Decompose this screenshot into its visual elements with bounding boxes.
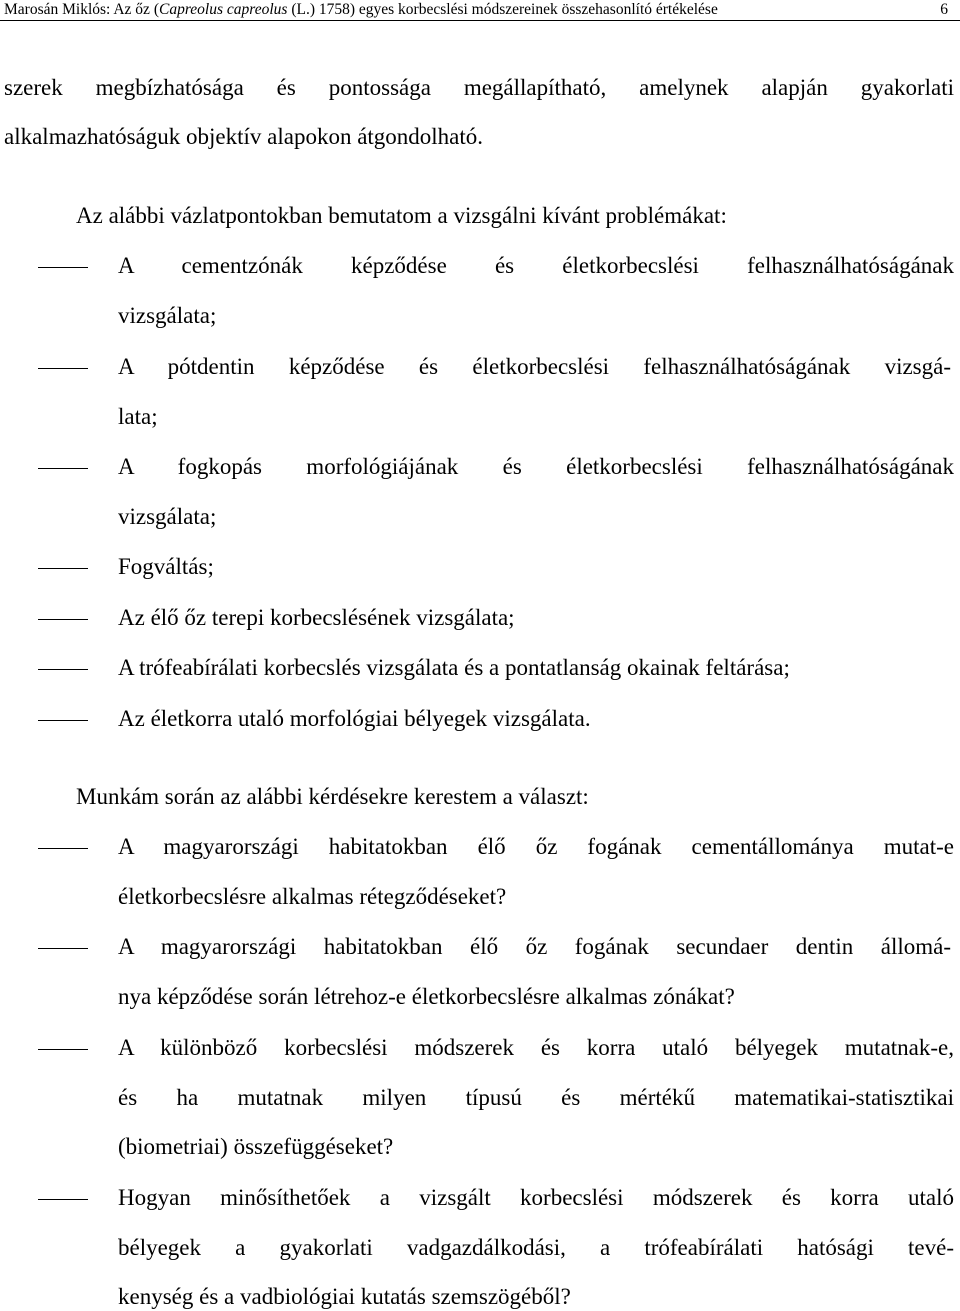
running-title-species: Capreolus capreolus [158, 1, 288, 18]
question-item-4-line-1: Hogyan minősíthetőek a vizsgált korbecslési módszerek és korra utaló [118, 1185, 954, 1210]
intro-line-2: alkalmazhatóságuk objektív alapokon átgondolható. [4, 124, 484, 149]
question-item-4-line-3: kenység és a vadbiológiai kutatás szemszögéből? [118, 1284, 571, 1309]
problem-item-1-line-1: A cementzónák képződése és életkorbecslési felhasználhatóságának [118, 253, 954, 278]
question-item-3-line-3: (biometriai) összefüggéseket? [118, 1134, 394, 1159]
problem-item-2-line-1: A pótdentin képződése és életkorbecslési felhasználhatóságának vizsgá- [118, 354, 951, 379]
problem-item-6: A trófeabírálati korbecslés vizsgálata és a pontatlanság okainak feltárása; [118, 655, 790, 680]
problem-item-3-line-1: A fogkopás morfológiájának és életkorbecslési felhasználhatóságának [118, 454, 954, 479]
question-item-4-line-2: bélyegek a gyakorlati vadgazdálkodási, a trófeabírálati hatósági tevé- [118, 1235, 954, 1260]
dash-bullet [38, 468, 88, 469]
dash-bullet [38, 1199, 88, 1200]
problem-item-1-line-2: vizsgálata; [118, 303, 217, 328]
dash-bullet [38, 267, 88, 268]
question-item-2-line-2: nya képződése során létrehoz-e életkorbecslésre alkalmas zónákat? [118, 984, 735, 1009]
problem-item-7: Az életkorra utaló morfológiai bélyegek vizsgálata. [118, 706, 591, 731]
dash-bullet [38, 619, 88, 620]
question-item-3-line-1: A különböző korbecslési módszerek és korra utaló bélyegek mutatnak-e, [118, 1035, 954, 1060]
page-number: 6 [940, 1, 948, 18]
dash-bullet [38, 948, 88, 949]
problems-lead: Az alábbi vázlatpontokban bemutatom a vizsgálni kívánt problémákat: [76, 203, 727, 228]
questions-lead: Munkám során az alábbi kérdésekre kerestem a választ: [76, 784, 589, 809]
question-item-3-line-2: és ha mutatnak milyen típusú és mértékű matematikai-statisztikai [118, 1085, 954, 1110]
intro-line-1: szerek megbízhatósága és pontossága megállapítható, amelynek alapján gyakorlati [4, 75, 954, 100]
problem-item-4: Fogváltás; [118, 554, 214, 579]
problem-item-3-line-2: vizsgálata; [118, 504, 217, 529]
dash-bullet [38, 720, 88, 721]
dash-bullet [38, 669, 88, 670]
running-title [4, 0, 718, 20]
dash-bullet [38, 568, 88, 569]
dash-bullet [38, 1049, 88, 1050]
running-title-suffix: (L.) 1758) egyes korbecslési módszereinek összehasonlító értékelése [287, 1, 718, 18]
header-rule [0, 20, 960, 21]
question-item-2-line-1: A magyarországi habitatokban élő őz fogának secundaer dentin állomá- [118, 934, 951, 959]
running-title-prefix: Marosán Miklós: Az őz ( [4, 1, 159, 18]
dash-bullet [38, 848, 88, 849]
problem-item-2-line-2: lata; [118, 404, 158, 429]
running-header [4, 0, 948, 20]
dash-bullet [38, 368, 88, 369]
question-item-1-line-1: A magyarországi habitatokban élő őz fogának cementállománya mutat-e [118, 834, 954, 859]
problem-item-5: Az élő őz terepi korbecslésének vizsgálata; [118, 605, 515, 630]
question-item-1-line-2: életkorbecslésre alkalmas rétegződéseket? [118, 884, 507, 909]
